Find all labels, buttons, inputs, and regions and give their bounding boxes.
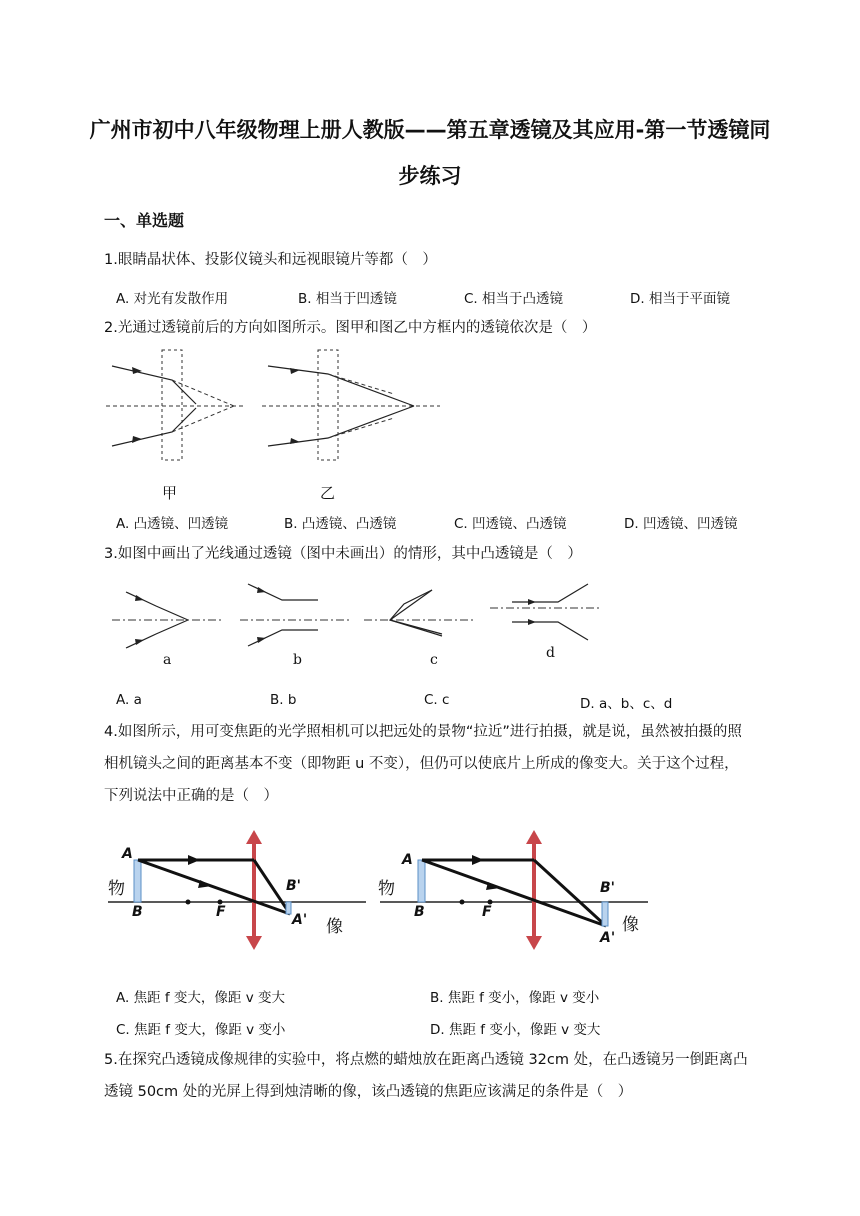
q4-option-c[interactable]: C. 焦距 f 变大，像距 v 变小: [116, 1022, 286, 1038]
q4-option-b[interactable]: B. 焦距 f 变小，像距 v 变小: [430, 990, 600, 1006]
q4-right-label-B-prime: B': [600, 880, 615, 896]
q4-right-label-object: 物: [378, 879, 395, 899]
q4-right-label-A: A: [402, 852, 413, 868]
q1-option-c[interactable]: C. 相当于凸透镜: [464, 291, 564, 307]
q4-left-label-A-prime: A': [292, 912, 308, 928]
q4-left-label-B: B: [132, 904, 143, 920]
q4-figure-left: [108, 830, 368, 960]
q4-left-label-F: F: [216, 904, 226, 920]
q3-figure: [112, 578, 612, 668]
q3-fig-label-a: a: [163, 652, 172, 668]
question-5-stem-line2: 透镜 50cm 处的光屏上得到烛清晰的像，该凸透镜的焦距应该满足的条件是（ ）: [104, 1084, 633, 1100]
q3-option-d[interactable]: D. a、b、c、d: [580, 696, 673, 712]
question-3-stem: 3.如图中画出了光线通过透镜（图中未画出）的情形，其中凸透镜是（ ）: [104, 546, 582, 562]
q2-option-d[interactable]: D. 凹透镜、凹透镜: [624, 516, 738, 532]
q4-option-a[interactable]: A. 焦距 f 变大，像距 v 变大: [116, 990, 285, 1006]
q3-fig-label-d: d: [546, 645, 555, 661]
page-title-line1: 广州市初中八年级物理上册人教版——第五章透镜及其应用-第一节透镜同: [89, 118, 771, 142]
q4-left-label-A: A: [122, 846, 133, 862]
q4-left-label-image: 像: [326, 917, 343, 937]
q3-fig-label-c: c: [430, 652, 438, 668]
q2-fig-label-yi: 乙: [320, 484, 336, 502]
q3-fig-label-b: b: [293, 652, 302, 668]
q4-right-label-A-prime: A': [600, 930, 616, 946]
q3-option-b[interactable]: B. b: [270, 692, 297, 708]
q2-option-b[interactable]: B. 凸透镜、凸透镜: [284, 516, 397, 532]
q2-option-a[interactable]: A. 凸透镜、凹透镜: [116, 516, 229, 532]
q1-option-b[interactable]: B. 相当于凹透镜: [298, 291, 397, 307]
q4-right-label-B: B: [414, 904, 425, 920]
q4-right-label-F: F: [482, 904, 492, 920]
question-4-stem-line3: 下列说法中正确的是（ ）: [104, 788, 278, 804]
q2-figure: [104, 346, 444, 506]
q4-left-label-object: 物: [108, 879, 125, 899]
question-4-stem-line1: 4.如图所示，用可变焦距的光学照相机可以把远处的景物“拉近”进行拍摄，就是说，虽然被拍摄的照: [104, 724, 742, 740]
section-heading: 一、单选题: [104, 211, 185, 230]
q4-right-label-image: 像: [622, 915, 639, 935]
q2-option-c[interactable]: C. 凹透镜、凸透镜: [454, 516, 567, 532]
q1-option-a[interactable]: A. 对光有发散作用: [116, 291, 229, 307]
question-1-stem: 1.眼睛晶状体、投影仪镜头和远视眼镜片等都（ ）: [104, 252, 437, 268]
q2-fig-label-jia: 甲: [162, 484, 178, 502]
page-title-line2: 步练习: [398, 164, 462, 188]
question-5-stem-line1: 5.在探究凸透镜成像规律的实验中，将点燃的蜡烛放在距离凸透镜 32cm 处，在凸透镜另一倒距离凸: [104, 1052, 748, 1068]
q4-option-d[interactable]: D. 焦距 f 变小，像距 v 变大: [430, 1022, 601, 1038]
q1-option-d[interactable]: D. 相当于平面镜: [630, 291, 730, 307]
q3-option-c[interactable]: C. c: [424, 692, 450, 708]
question-4-stem-line2: 相机镜头之间的距离基本不变（即物距 u 不变），但仍可以使底片上所成的像变大。关于这个过程，: [104, 756, 739, 772]
q4-left-label-B-prime: B': [286, 878, 301, 894]
q3-option-a[interactable]: A. a: [116, 692, 142, 708]
question-2-stem: 2.光通过透镜前后的方向如图所示。图甲和图乙中方框内的透镜依次是（ ）: [104, 320, 597, 336]
